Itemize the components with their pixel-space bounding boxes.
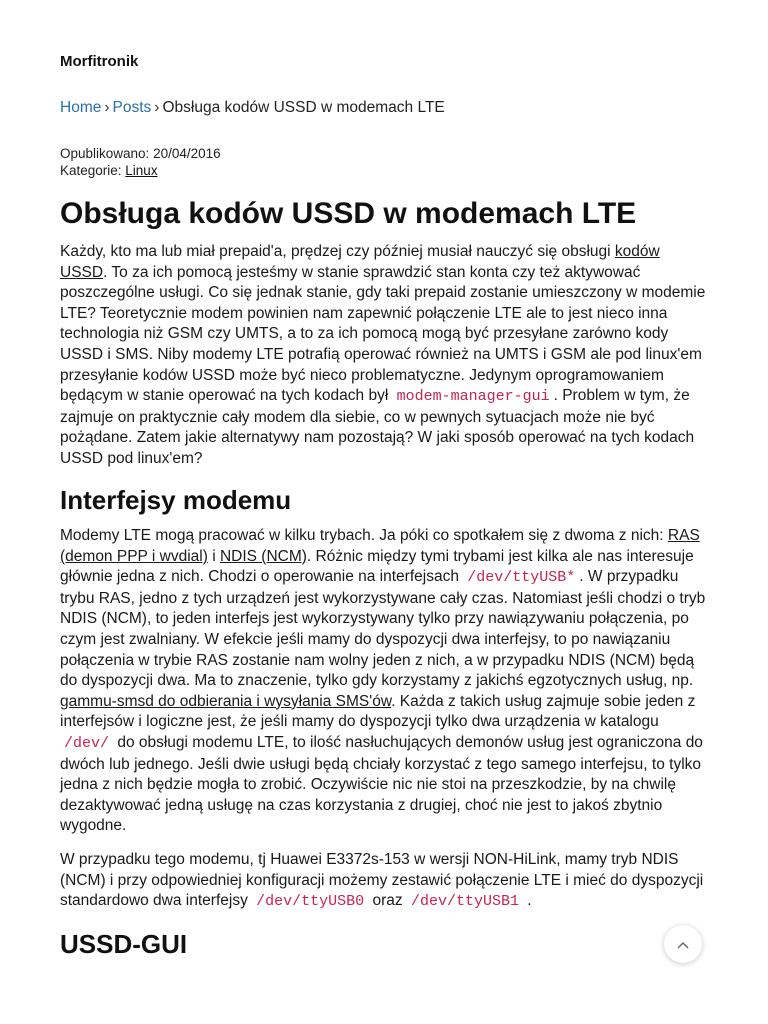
code-modem-manager-gui: modem-manager-gui	[396, 388, 550, 406]
chevron-up-icon	[677, 936, 689, 952]
code-dev-ttyusb-wildcard: /dev/ttyUSB*	[467, 569, 576, 587]
text-run: Modemy LTE mogą pracować w kilku trybach. Ja póki co spotkałem się z dwoma z nich:	[60, 527, 668, 544]
published-label: Opublikowano:	[60, 146, 154, 161]
text-run: . Problem w tym, że zajmuje on praktycznie cały modem dla siebie, co w pewnych sytuacjach może nie być pożądane. Zatem jakie alternatywy nam pozostają? W jaki sposób operować na tych kodach USSD pod linux'em?	[60, 387, 695, 467]
section-heading-ussd-gui: USSD-GUI	[60, 929, 188, 959]
published-line	[60, 145, 221, 162]
category-line	[60, 162, 221, 179]
code-dev-ttyusb0: /dev/ttyUSB0	[256, 893, 365, 911]
breadcrumb-home-link[interactable]: Home	[60, 99, 102, 116]
breadcrumb	[60, 99, 445, 117]
category-link[interactable]: Linux	[125, 163, 158, 178]
post-meta	[60, 145, 221, 179]
text-run: .	[527, 892, 532, 910]
section-heading-interfaces: Interfejsy modemu	[60, 485, 292, 515]
article-title: Obsługa kodów USSD w modemach LTE	[60, 197, 637, 230]
intro-paragraph	[60, 242, 710, 470]
scroll-to-top-button[interactable]	[664, 925, 702, 963]
text-run: Każdy, kto ma lub miał prepaid'a, prędzej czy później musiał nauczyć się obsługi	[60, 243, 615, 260]
text-run: . Każda z takich usług zajmuje sobie jeden z interfejsów i logiczne jest, że jeśli mamy do dyspozycji tylko dwa urządzenia w katalogu	[60, 692, 696, 731]
breadcrumb-separator: ›	[104, 99, 110, 116]
breadcrumb-current: Obsługa kodów USSD w modemach LTE	[162, 99, 445, 116]
huawei-paragraph	[60, 850, 710, 913]
text-run: W przypadku tego modemu, tj Huawei E3372s-153 w wersji NON-HiLink, mamy tryb NDIS (NCM) i przy odpowiedniej konfiguracji możemy zestawić połączenie LTE i mieć do dyspozycji standardowo dwa interfejsy	[60, 851, 704, 910]
site-title-link[interactable]: Morfitronik	[60, 53, 139, 70]
published-date: 20/04/2016	[153, 146, 221, 161]
text-run: . To za ich pomocą jesteśmy w stanie sprawdzić stan konta czy też aktywować poszczególne usługi. Co się jednak stanie, gdy taki prepaid zostanie umieszczony w modemie LTE? Teoretycznie modem powinien nam zapewnić połączenie LTE ale to jest nieco inna technologia niż GSM czy UMTS, a to za ich pomocą mogą być przesyłane zarówno kody USSD i SMS. Niby modemy LTE potrafią operować również na UMTS i GSM ale pod linux'em przesyłanie kodów USSD może być nieco problematyczne. Jedynym oprogramowaniem będącym w stanie operować na tych kodach był	[60, 263, 706, 405]
text-run: . W przypadku trybu RAS, jedno z tych urządzeń jest wykorzystywane cały czas. Natomiast jeśli chodzi o tryb NDIS (NCM), to jeden interfejs jest wykorzystywany tylko przy nawiązywaniu połączenia, po czym jest zwalniany. W efekcie jeśli mamy do dyspozycji dwa interfejsy, to po nawiązaniu połączenia w trybie RAS zostanie nam wolny jeden z nich, a w przypadku NDIS (NCM) będą do dyspozycji dwa. Ma to znaczenie, tylko gdy korzystamy z jakichś egzotycznych usług, np.	[60, 568, 706, 690]
breadcrumb-posts-link[interactable]: Posts	[112, 99, 152, 116]
text-run: do obsługi modemu LTE, to ilość nasłuchujących demonów usług jest ograniczona do dwóch lub jednego. Jeśli dwie usługi będą chciały korzystać z tego samego interfejsu, to tylko jedna z nich będzie mogła to zrobić. Oczywiście nic nie stoi na przeszkodzie, by na chwilę dezaktywować jedną usługę na czas korzystania z drugiej, choć nie jest to jakoś zbytnio wygodne.	[60, 733, 703, 835]
ras-link[interactable]: RAS (demon PPP i wvdial)	[60, 527, 700, 565]
code-dev-dir: /dev/	[64, 734, 110, 752]
ndis-link[interactable]: NDIS (NCM)	[219, 547, 307, 565]
ussd-codes-link[interactable]: kodów USSD	[60, 243, 660, 281]
code-dev-ttyusb1: /dev/ttyUSB1	[410, 893, 519, 911]
text-run: i	[207, 547, 220, 565]
gammu-smsd-link[interactable]: gammu-smsd do odbierania i wysyłania SMS'ów	[60, 692, 392, 710]
text-run: oraz	[372, 892, 403, 910]
text-run: . Różnic między tymi trybami jest kilka ale nas interesuje głównie jedna z nich. Chodzi o operowanie na interfejsach	[60, 547, 694, 586]
interfaces-paragraph	[60, 526, 710, 837]
category-label: Kategorie:	[60, 163, 126, 178]
breadcrumb-separator: ›	[154, 99, 160, 116]
